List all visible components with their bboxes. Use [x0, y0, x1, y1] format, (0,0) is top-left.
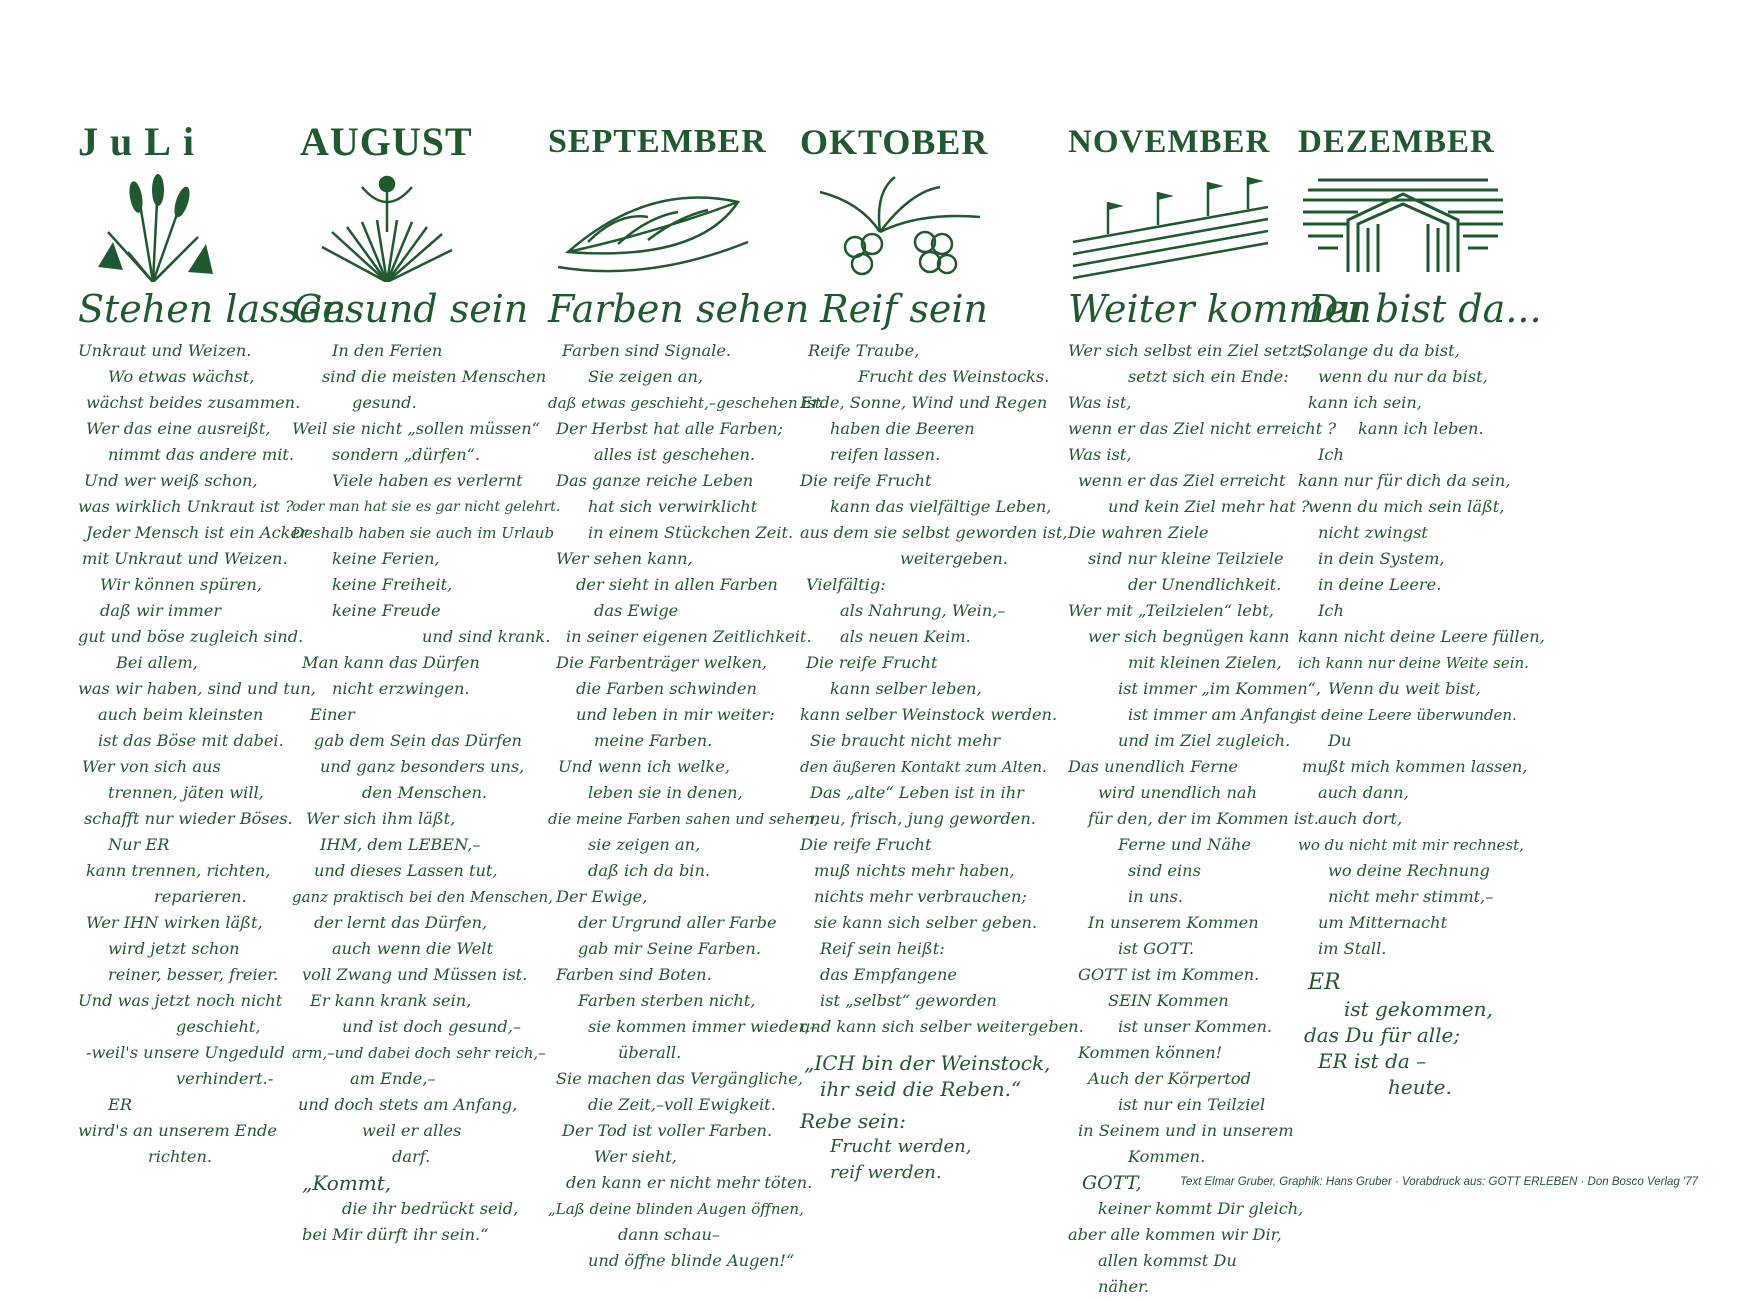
- poem-line: kann ich leben.: [1358, 419, 1484, 438]
- poem-line: arm,–und dabei doch sehr reich,–: [292, 1044, 546, 1062]
- poem-line: weil er alles: [362, 1121, 462, 1140]
- poem-line: nimmt das andere mit.: [108, 445, 295, 464]
- poem-line: wird unendlich nah: [1098, 783, 1257, 802]
- poem-line: den äußeren Kontakt zum Alten.: [800, 758, 1047, 776]
- poem-line: wenn du nur da bist,: [1318, 367, 1488, 386]
- poem-line: Sie machen das Vergängliche,: [556, 1069, 803, 1088]
- stable-icon: [1298, 172, 1508, 282]
- poem-line: auch wenn die Welt: [332, 939, 493, 958]
- poem-line: keine Freude: [332, 601, 441, 620]
- poem-line: Die reife Frucht: [800, 471, 932, 490]
- poem-line: Wer das eine ausreißt,: [86, 419, 271, 438]
- poem-line: den kann er nicht mehr töten.: [566, 1173, 813, 1192]
- poem-line: Das ganze reiche Leben: [556, 471, 754, 490]
- poem-line: kann ich sein,: [1308, 393, 1422, 412]
- poem-line: daß ich da bin.: [588, 861, 711, 880]
- poem-line: wenn er das Ziel erreicht: [1078, 471, 1286, 490]
- column-dezember: [1298, 118, 1545, 1100]
- poem-line: in uns.: [1128, 887, 1184, 906]
- poem-line: was wirklich Unkraut ist ?: [78, 497, 294, 516]
- poem-line: weitergeben.: [900, 549, 1008, 568]
- poem-line: Deshalb haben sie auch im Urlaub: [292, 524, 555, 542]
- poem-line: kann nur für dich da sein,: [1298, 471, 1511, 490]
- poem-line: Die reife Frucht: [800, 835, 932, 854]
- poem-line: „ICH bin der Weinstock,: [804, 1051, 1051, 1075]
- poem-line: und öffne blinde Augen!“: [588, 1251, 795, 1270]
- column-oktober: [800, 118, 1084, 1186]
- poem-line: wo du nicht mit mir rechnest,: [1298, 836, 1524, 854]
- grapes-icon: [800, 172, 1000, 282]
- month-title: OKTOBER: [800, 122, 989, 162]
- poem-line: neu, frisch, jung geworden.: [810, 809, 1036, 828]
- poem-line: kann nicht deine Leere füllen,: [1298, 627, 1545, 646]
- poem-line: Erde, Sonne, Wind und Regen: [800, 393, 1048, 412]
- poem-line: wenn du mich sein läßt,: [1308, 497, 1505, 516]
- poem-line: Das unendlich Ferne: [1068, 757, 1238, 776]
- leaf-icon: [548, 172, 758, 282]
- poem-line: ihr seid die Reben.“: [820, 1077, 1022, 1101]
- poem-line: Viele haben es verlernt: [332, 471, 523, 490]
- month-title: AUGUST: [300, 119, 473, 164]
- poem-line: daß etwas geschieht,–geschehen ist.: [548, 394, 826, 412]
- poem-line: in seiner eigenen Zeitlichkeit.: [566, 627, 812, 646]
- poem-line: Ich: [1318, 445, 1344, 464]
- section-heading: Weiter kommen: [1068, 287, 1372, 331]
- flags-road-icon: [1068, 172, 1278, 282]
- poem-line: trennen, jäten will,: [108, 783, 264, 802]
- poem-line: alles ist geschehen.: [594, 445, 756, 464]
- poem-line: gesund.: [352, 393, 417, 412]
- poem-line: kann selber Weinstock werden.: [800, 705, 1058, 724]
- poem-line: ist „selbst“ geworden: [820, 991, 997, 1010]
- poem-line: Und was jetzt noch nicht: [78, 991, 283, 1010]
- poem-line: In unserem Kommen: [1088, 913, 1259, 932]
- poem-line: wächst beides zusammen.: [86, 393, 301, 412]
- poem-line: Die Farbenträger welken,: [556, 653, 768, 672]
- poem-line: allen kommst Du: [1098, 1251, 1237, 1270]
- poem-line: Wer mit „Teilzielen“ lebt,: [1068, 601, 1274, 620]
- poem-line: Sie braucht nicht mehr: [810, 731, 1001, 750]
- poem-line: Wer sich selbst ein Ziel setzt,: [1068, 341, 1309, 360]
- poem-line: im Stall.: [1318, 939, 1387, 958]
- poem-line: keine Freiheit,: [332, 575, 453, 594]
- column-august: [292, 118, 560, 1248]
- poem-line: Der Tod ist voller Farben.: [562, 1121, 773, 1140]
- poem-line: in deine Leere.: [1318, 575, 1442, 594]
- poem-line: in einem Stückchen Zeit.: [588, 523, 794, 542]
- poem-line: geschieht,: [176, 1017, 261, 1036]
- poem-line: oder man hat sie es gar nicht gelehrt.: [292, 499, 561, 515]
- poem-line: am Ende,–: [350, 1069, 436, 1088]
- poem-line: sondern „dürfen“.: [332, 445, 481, 464]
- poem-line: Kommen können!: [1078, 1043, 1223, 1062]
- poem-line: Nur ER: [108, 835, 170, 854]
- poem-line: GOTT ist im Kommen.: [1078, 965, 1260, 984]
- poem-line: Frucht werden,: [830, 1136, 972, 1157]
- poem-line: Ich: [1318, 601, 1344, 620]
- poem-line: ist das Böse mit dabei.: [98, 731, 284, 750]
- poem-line: ist immer „im Kommen“,: [1118, 679, 1322, 698]
- poem-line: leben sie in denen,: [588, 783, 743, 802]
- poem-line: ER: [1308, 970, 1341, 995]
- poem-line: nicht zwingst: [1318, 523, 1428, 542]
- poem-line: setzt sich ein Ende:: [1128, 367, 1289, 386]
- poem-line: wenn er das Ziel nicht erreicht ?: [1068, 419, 1337, 438]
- poem-line: Und wer weiß schon,: [84, 471, 258, 490]
- poem-line: in Seinem und in unserem: [1078, 1121, 1294, 1140]
- month-title: JuLi: [78, 119, 207, 164]
- poem-line: die Zeit,–voll Ewigkeit.: [588, 1095, 776, 1114]
- poem-line: als Nahrung, Wein,–: [840, 601, 1006, 620]
- poem-line: Wer von sich aus: [82, 757, 221, 776]
- poem-line: In den Ferien: [332, 341, 443, 360]
- poem-line: ist immer am Anfang: [1128, 705, 1301, 724]
- poem-line: den Menschen.: [362, 783, 488, 802]
- poem-line: nicht erzwingen.: [332, 679, 470, 698]
- poem-text: [292, 338, 560, 1248]
- poem-line: Kommen.: [1128, 1147, 1206, 1166]
- poem-line: Das „alte“ Leben ist in ihr: [810, 783, 1024, 802]
- poem-line: Wer sich ihm läßt,: [306, 809, 456, 828]
- poem-line: Frucht des Weinstocks.: [858, 367, 1050, 386]
- poem-line: Vielfältig:: [806, 575, 886, 594]
- poem-line: sind nur kleine Teilziele: [1088, 549, 1284, 568]
- poem-line: dann schau–: [618, 1225, 720, 1244]
- poem-line: ist gekommen,: [1344, 997, 1493, 1021]
- poem-line: und dieses Lassen tut,: [314, 861, 498, 880]
- poem-line: Was ist,: [1068, 393, 1132, 412]
- poem-line: Reife Traube,: [808, 341, 920, 360]
- poem-line: ist unser Kommen.: [1118, 1017, 1273, 1036]
- poem-line: in dein System,: [1318, 549, 1445, 568]
- poem-line: die Farben schwinden: [576, 679, 757, 698]
- poem-line: reparieren.: [154, 887, 247, 906]
- poem-line: ER: [108, 1095, 133, 1114]
- section-heading: Farben sehen: [548, 287, 810, 331]
- poem-line: das Empfangene: [820, 965, 958, 984]
- poem-line: Sie zeigen an,: [588, 367, 704, 386]
- poem-line: darf.: [392, 1147, 431, 1166]
- poem-line: keine Ferien,: [332, 549, 440, 568]
- poem-line: Wer IHN wirken läßt,: [86, 913, 263, 932]
- poem-line: Und wenn ich welke,: [558, 757, 730, 776]
- poem-line: und kein Ziel mehr hat ?: [1108, 497, 1310, 516]
- poem-line: Was ist,: [1068, 445, 1132, 464]
- poem-line: Wer sehen kann,: [556, 549, 693, 568]
- poem-line: der Unendlichkeit.: [1128, 575, 1282, 594]
- poem-line: mußt mich kommen lassen,: [1302, 757, 1528, 776]
- poem-line: als neuen Keim.: [840, 627, 971, 646]
- poem-line: wer sich begnügen kann: [1088, 627, 1290, 646]
- section-heading: Gesund sein: [292, 287, 529, 331]
- poem-line: die ihr bedrückt seid,: [342, 1199, 519, 1218]
- poem-line: voll Zwang und Müssen ist.: [302, 965, 528, 984]
- poem-line: Du: [1328, 731, 1352, 750]
- poem-line: sie kann sich selber geben.: [814, 913, 1038, 932]
- poem-text: [548, 338, 826, 1274]
- poem-line: und im Ziel zugleich.: [1118, 731, 1291, 750]
- poem-line: heute.: [1388, 1075, 1452, 1099]
- poem-line: kann trennen, richten,: [86, 861, 271, 880]
- poem-line: der sieht in allen Farben: [576, 575, 778, 594]
- poem-line: Wer sieht,: [594, 1147, 677, 1166]
- poem-line: sie kommen immer wieder,–: [588, 1017, 818, 1036]
- poem-line: wird's an unserem Ende: [78, 1121, 277, 1140]
- poem-line: Weil sie nicht „sollen müssen“: [292, 419, 540, 438]
- section-heading: Stehen lassen: [78, 287, 347, 331]
- poem-line: überall.: [618, 1043, 682, 1062]
- poem-line: für den, der im Kommen ist.: [1088, 809, 1319, 828]
- poem-line: auch dann,: [1318, 783, 1409, 802]
- poem-line: aber alle kommen wir Dir,: [1068, 1225, 1282, 1244]
- poem-line: „Kommt,: [302, 1171, 392, 1195]
- poem-line: reiner, besser, freier.: [108, 965, 279, 984]
- poem-line: hat sich verwirklicht: [588, 497, 758, 516]
- poem-line: Bei allem,: [116, 653, 198, 672]
- poem-line: Ferne und Nähe: [1118, 835, 1251, 854]
- poem-line: mit kleinen Zielen,: [1128, 653, 1282, 672]
- poem-line: die meine Farben sahen und sehen,: [548, 810, 819, 828]
- poem-line: und kann sich selber weitergeben.: [800, 1017, 1084, 1036]
- poem-text: [1298, 338, 1545, 1100]
- poem-line: sie zeigen an,: [588, 835, 701, 854]
- poem-line: auch beim kleinsten: [98, 705, 264, 724]
- poem-line: und ganz besonders uns,: [320, 757, 525, 776]
- poem-line: nichts mehr verbrauchen;: [814, 887, 1027, 906]
- poem-line: Rebe sein:: [800, 1109, 907, 1133]
- poem-line: Die wahren Ziele: [1068, 523, 1209, 542]
- poem-line: Die reife Frucht: [806, 653, 938, 672]
- poem-line: reif werden.: [830, 1162, 942, 1183]
- poem-line: Der Ewige,: [556, 887, 648, 906]
- poem-line: Wenn du weit bist,: [1328, 679, 1481, 698]
- poem-line: Einer: [310, 705, 355, 724]
- poem-line: was wir haben, sind und tun,: [78, 679, 316, 698]
- poem-line: näher.: [1098, 1277, 1150, 1296]
- poem-line: keiner kommt Dir gleich,: [1098, 1199, 1304, 1218]
- poem-line: haben die Beeren: [830, 419, 975, 438]
- poem-line: Reif sein heißt:: [820, 939, 945, 958]
- poem-line: daß wir immer: [100, 601, 222, 620]
- publication-credit: Text Elmar Gruber, Graphik: Hans Gruber · Vorabdruck aus: GOTT ERLEBEN · Don Bosco Verlag '77: [1180, 1176, 1698, 1188]
- poem-line: -weil's unsere Ungeduld: [86, 1043, 285, 1062]
- poem-line: kann selber leben,: [830, 679, 982, 698]
- poem-line: Jeder Mensch ist ein Acker: [86, 523, 308, 542]
- poem-line: Man kann das Dürfen: [302, 653, 480, 672]
- month-title: NOVEMBER: [1068, 124, 1271, 160]
- poem-line: und sind krank.: [422, 627, 551, 646]
- poem-line: um Mitternacht: [1318, 913, 1448, 932]
- poem-line: Solange du da bist,: [1302, 341, 1460, 360]
- poem-line: Der Herbst hat alle Farben;: [556, 419, 783, 438]
- poem-line: aus dem sie selbst geworden ist,: [800, 523, 1068, 542]
- section-heading: Du bist da...: [1308, 287, 1542, 331]
- poem-line: mit Unkraut und Weizen.: [82, 549, 288, 568]
- poem-line: und leben in mir weiter:: [576, 705, 775, 724]
- poem-line: bei Mir dürft ihr sein.“: [302, 1225, 489, 1244]
- poem-line: gab mir Seine Farben.: [578, 939, 761, 958]
- poem-line: verhindert.-: [176, 1069, 274, 1088]
- month-title: DEZEMBER: [1298, 124, 1495, 160]
- poem-line: GOTT,: [1082, 1172, 1142, 1194]
- poem-line: kann das vielfältige Leben,: [830, 497, 1052, 516]
- poem-line: gut und böse zugleich sind.: [78, 627, 304, 646]
- poem-line: reifen lassen.: [830, 445, 941, 464]
- sun-figure-icon: [292, 172, 492, 282]
- poem-line: IHM, dem LEBEN,–: [320, 835, 481, 854]
- poem-line: SEIN Kommen: [1108, 991, 1229, 1010]
- poem-line: schafft nur wieder Böses.: [84, 809, 293, 828]
- poem-line: ER ist da –: [1318, 1049, 1427, 1073]
- poem-line: Auch der Körpertod: [1088, 1069, 1252, 1088]
- poem-line: Farben sind Signale.: [562, 341, 732, 360]
- poem-line: ist GOTT.: [1118, 939, 1194, 958]
- poem-line: auch dort,: [1318, 809, 1403, 828]
- poem-line: Wo etwas wächst,: [108, 367, 255, 386]
- poem-line: Wir können spüren,: [100, 575, 262, 594]
- poem-line: ist deine Leere überwunden.: [1298, 706, 1517, 724]
- section-heading: Reif sein: [820, 287, 989, 331]
- poem-line: Farben sterben nicht,: [578, 991, 756, 1010]
- poem-line: sind eins: [1128, 861, 1201, 880]
- poem-line: muß nichts mehr haben,: [814, 861, 1015, 880]
- poem-line: wo deine Rechnung: [1328, 861, 1490, 880]
- poem-line: der Urgrund aller Farbe: [578, 913, 777, 932]
- poem-line: sind die meisten Menschen: [322, 367, 547, 386]
- wheat-icon: [78, 172, 228, 282]
- poem-line: ist nur ein Teilziel: [1118, 1095, 1266, 1114]
- poem-line: ich kann nur deine Weite sein.: [1298, 654, 1529, 672]
- poem-line: das Du für alle;: [1304, 1023, 1461, 1047]
- poem-line: „Laß deine blinden Augen öffnen,: [548, 1200, 804, 1218]
- poem-line: das Ewige: [594, 601, 679, 620]
- poem-line: meine Farben.: [594, 731, 713, 750]
- poem-line: Unkraut und Weizen.: [78, 341, 252, 360]
- poem-line: und doch stets am Anfang,: [298, 1095, 518, 1114]
- poem-line: gab dem Sein das Dürfen: [314, 731, 522, 750]
- poem-line: wird jetzt schon: [108, 939, 240, 958]
- column-september: [548, 118, 826, 1274]
- poem-line: und ist doch gesund,–: [342, 1017, 521, 1036]
- poem-line: richten.: [148, 1147, 213, 1166]
- poem-line: Er kann krank sein,: [310, 991, 472, 1010]
- month-title: SEPTEMBER: [548, 123, 767, 160]
- poem-line: ganz praktisch bei den Menschen,: [292, 888, 553, 906]
- poem-text: [800, 338, 1084, 1186]
- poem-line: nicht mehr stimmt,–: [1328, 887, 1494, 906]
- poem-line: der lernt das Dürfen,: [314, 913, 488, 932]
- poem-line: Farben sind Boten.: [556, 965, 712, 984]
